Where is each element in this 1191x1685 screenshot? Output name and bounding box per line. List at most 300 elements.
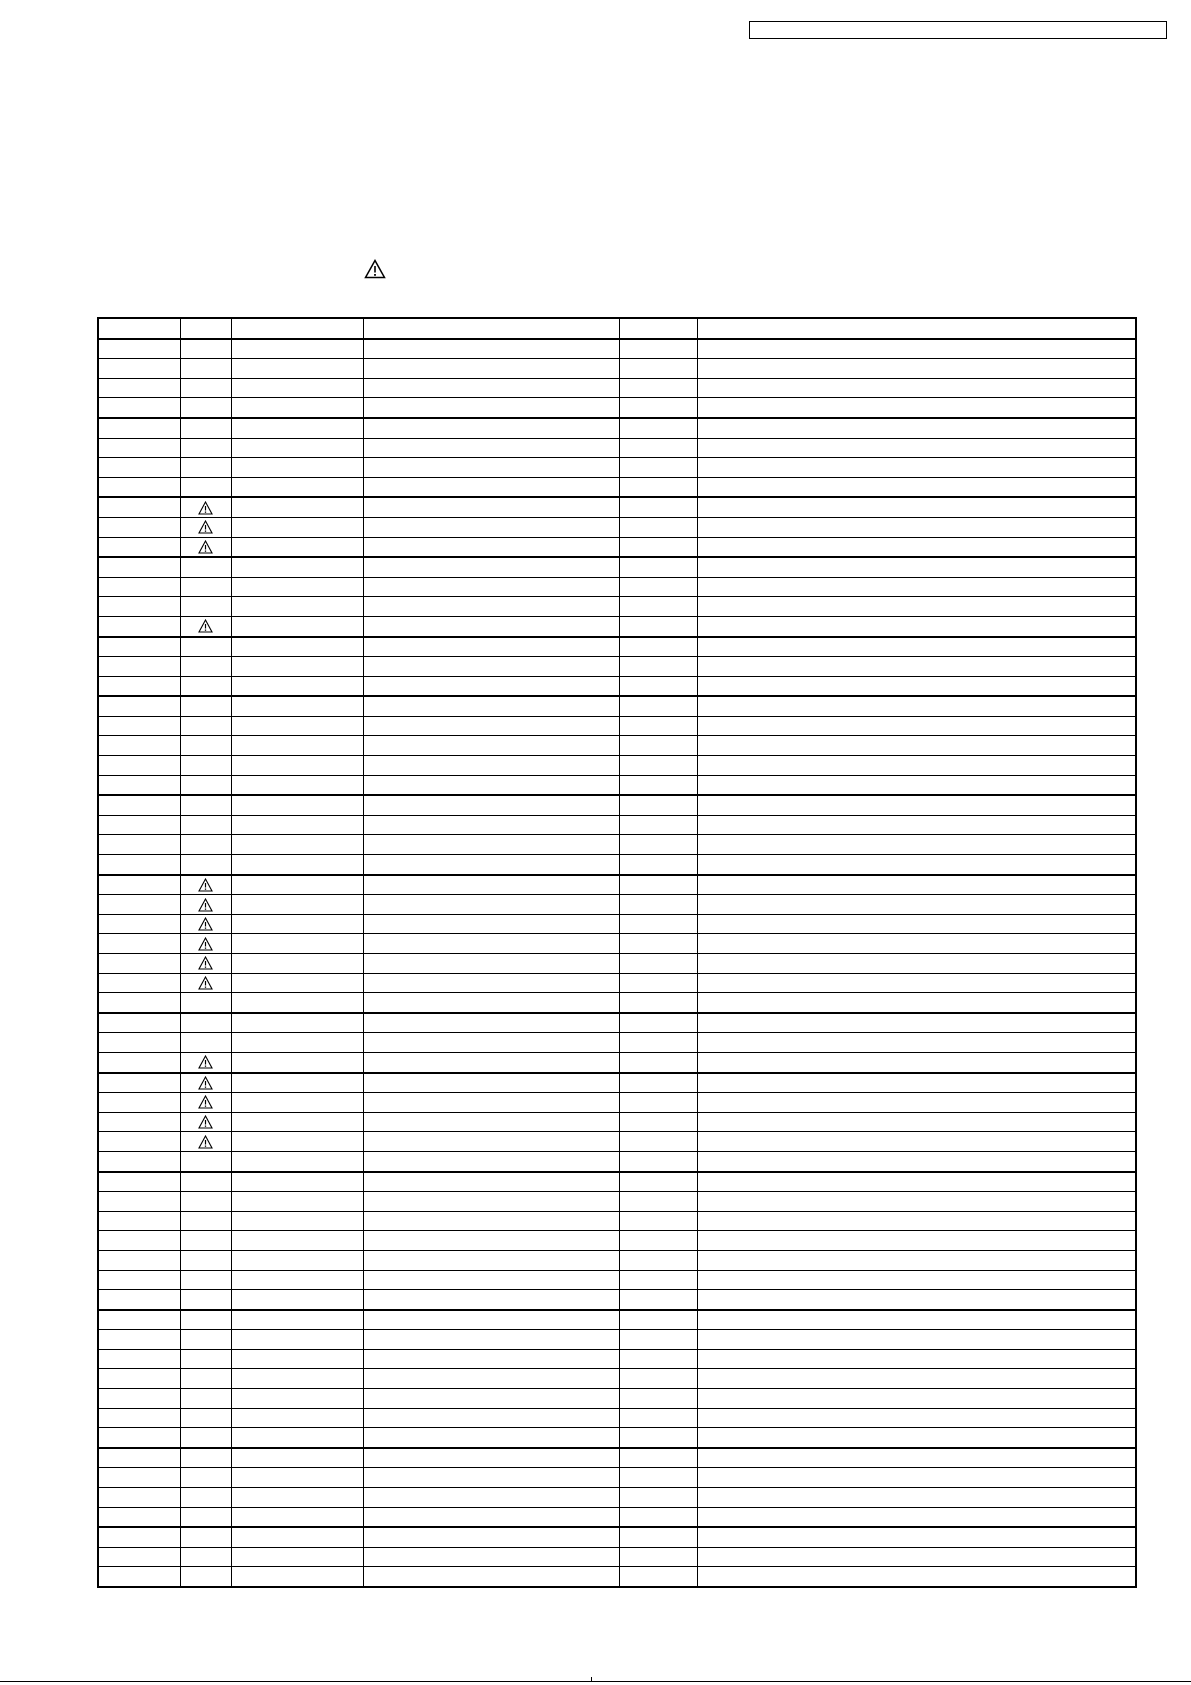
cell-ref-no [98,1468,180,1488]
cell-ref-no [98,954,180,974]
cell-qty [619,1250,697,1270]
table-row [98,1448,1136,1468]
cell-part-no [231,398,363,418]
cell-part-no [231,438,363,458]
table-row [98,993,1136,1013]
cell-part-no [231,1428,363,1448]
cell-qty [619,1132,697,1152]
cell-remarks [697,1547,1136,1567]
cell-qty [619,1567,697,1587]
cell-remarks [697,1052,1136,1072]
warning-triangle-icon [198,619,213,633]
cell-ref-no [98,378,180,398]
cell-part-no [231,1468,363,1488]
column-header-ref-no [98,318,180,339]
table-row [98,1547,1136,1567]
table-row [98,359,1136,379]
table-row [98,1310,1136,1330]
cell-safety [180,1527,231,1547]
cell-remarks [697,537,1136,557]
warning-triangle-icon [198,501,213,515]
cell-remarks [697,973,1136,993]
cell-part-name [363,716,619,736]
cell-part-name [363,1428,619,1448]
cell-part-no [231,1369,363,1389]
cell-qty [619,1073,697,1093]
cell-remarks [697,993,1136,1013]
cell-qty [619,1428,697,1448]
warning-triangle-icon [198,540,213,554]
cell-qty [619,537,697,557]
table-row [98,1073,1136,1093]
cell-ref-no [98,716,180,736]
cell-safety [180,1488,231,1508]
cell-remarks [697,557,1136,577]
cell-remarks [697,716,1136,736]
cell-ref-no [98,1349,180,1369]
warning-triangle-icon [198,976,213,990]
cell-safety [180,934,231,954]
cell-ref-no [98,1270,180,1290]
cell-part-no [231,815,363,835]
cell-ref-no [98,1250,180,1270]
cell-part-name [363,1567,619,1587]
cell-ref-no [98,1112,180,1132]
cell-ref-no [98,497,180,517]
table-row [98,339,1136,359]
cell-part-name [363,775,619,795]
table-row [98,756,1136,776]
cell-safety [180,1052,231,1072]
cell-qty [619,637,697,657]
cell-safety [180,1507,231,1527]
cell-qty [619,398,697,418]
cell-part-no [231,676,363,696]
cell-qty [619,1231,697,1251]
cell-ref-no [98,517,180,537]
cell-ref-no [98,1408,180,1428]
cell-ref-no [98,1132,180,1152]
cell-safety [180,616,231,636]
table-row [98,736,1136,756]
cell-part-name [363,1132,619,1152]
cell-qty [619,875,697,895]
table-row [98,815,1136,835]
cell-part-no [231,895,363,915]
cell-part-no [231,1093,363,1113]
cell-part-no [231,1112,363,1132]
cell-ref-no [98,1389,180,1409]
cell-part-name [363,477,619,497]
cell-qty [619,1151,697,1171]
cell-part-no [231,875,363,895]
table-row [98,1013,1136,1033]
cell-part-no [231,1330,363,1350]
cell-part-no [231,795,363,815]
cell-qty [619,497,697,517]
cell-part-name [363,1033,619,1053]
warning-triangle-icon [198,1135,213,1149]
cell-qty [619,359,697,379]
table-row [98,418,1136,438]
cell-remarks [697,1073,1136,1093]
cell-remarks [697,855,1136,875]
column-header-remarks [697,318,1136,339]
cell-part-no [231,1448,363,1468]
table-row [98,458,1136,478]
cell-ref-no [98,1231,180,1251]
cell-ref-no [98,993,180,1013]
cell-part-name [363,756,619,776]
table-row [98,1270,1136,1290]
cell-part-no [231,1567,363,1587]
table-row [98,1468,1136,1488]
cell-part-name [363,1389,619,1409]
cell-safety [180,537,231,557]
table-row [98,1151,1136,1171]
cell-part-no [231,597,363,617]
cell-part-name [363,378,619,398]
cell-remarks [697,1231,1136,1251]
cell-remarks [697,1211,1136,1231]
table-row [98,676,1136,696]
warning-triangle-icon [198,1076,213,1090]
cell-part-name [363,1192,619,1212]
warning-triangle-icon [364,259,386,279]
cell-part-no [231,736,363,756]
cell-part-name [363,1013,619,1033]
cell-safety [180,775,231,795]
cell-part-name [363,993,619,1013]
table-row [98,537,1136,557]
cell-remarks [697,1172,1136,1192]
cell-part-no [231,1151,363,1171]
warning-triangle-icon [198,1055,213,1069]
cell-safety [180,497,231,517]
cell-ref-no [98,676,180,696]
cell-safety [180,1231,231,1251]
cell-qty [619,378,697,398]
table-row [98,775,1136,795]
cell-ref-no [98,1172,180,1192]
cell-part-no [231,1132,363,1152]
cell-ref-no [98,1567,180,1587]
cell-safety [180,1330,231,1350]
cell-ref-no [98,1093,180,1113]
cell-safety [180,954,231,974]
cell-qty [619,1369,697,1389]
cell-part-name [363,1290,619,1310]
cell-ref-no [98,398,180,418]
table-row [98,1192,1136,1212]
cell-remarks [697,1013,1136,1033]
cell-safety [180,557,231,577]
cell-ref-no [98,1033,180,1053]
cell-qty [619,895,697,915]
cell-part-no [231,716,363,736]
table-row [98,1250,1136,1270]
cell-part-name [363,973,619,993]
cell-remarks [697,418,1136,438]
cell-part-name [363,696,619,716]
cell-qty [619,1211,697,1231]
cell-qty [619,616,697,636]
cell-qty [619,1270,697,1290]
cell-remarks [697,378,1136,398]
cell-ref-no [98,1428,180,1448]
cell-remarks [697,875,1136,895]
cell-qty [619,1527,697,1547]
cell-part-name [363,736,619,756]
cell-part-no [231,497,363,517]
table-row [98,657,1136,677]
cell-part-name [363,1231,619,1251]
cell-qty [619,1033,697,1053]
table-row [98,696,1136,716]
cell-qty [619,736,697,756]
cell-safety [180,577,231,597]
table-row [98,1527,1136,1547]
cell-safety [180,736,231,756]
warning-triangle-icon [198,1095,213,1109]
cell-qty [619,1112,697,1132]
cell-part-name [363,458,619,478]
cell-safety [180,716,231,736]
cell-safety [180,1172,231,1192]
table-row [98,637,1136,657]
cell-remarks [697,1567,1136,1587]
cell-ref-no [98,637,180,657]
table-row [98,1330,1136,1350]
table-row [98,597,1136,617]
cell-remarks [697,477,1136,497]
cell-ref-no [98,339,180,359]
cell-safety [180,637,231,657]
cell-safety [180,477,231,497]
cell-safety [180,1389,231,1409]
cell-part-no [231,993,363,1013]
table-row [98,954,1136,974]
cell-part-name [363,1527,619,1547]
cell-part-no [231,954,363,974]
cell-safety [180,756,231,776]
cell-remarks [697,1270,1136,1290]
cell-part-name [363,1507,619,1527]
cell-safety [180,1112,231,1132]
cell-part-name [363,1369,619,1389]
cell-remarks [697,1369,1136,1389]
cell-qty [619,1192,697,1212]
cell-part-no [231,1507,363,1527]
cell-qty [619,418,697,438]
cell-safety [180,1468,231,1488]
cell-remarks [697,398,1136,418]
warning-triangle-icon [198,956,213,970]
cell-safety [180,993,231,1013]
cell-part-name [363,418,619,438]
cell-qty [619,477,697,497]
cell-part-name [363,1310,619,1330]
table-row [98,934,1136,954]
cell-ref-no [98,657,180,677]
cell-remarks [697,1250,1136,1270]
cell-remarks [697,1428,1136,1448]
cell-part-name [363,517,619,537]
cell-ref-no [98,934,180,954]
table-row [98,716,1136,736]
cell-ref-no [98,359,180,379]
column-header-safety [180,318,231,339]
cell-part-no [231,418,363,438]
cell-remarks [697,577,1136,597]
cell-remarks [697,1468,1136,1488]
cell-ref-no [98,895,180,915]
cell-qty [619,1349,697,1369]
cell-remarks [697,1192,1136,1212]
cell-qty [619,577,697,597]
cell-part-no [231,1172,363,1192]
cell-safety [180,895,231,915]
table-row [98,1389,1136,1409]
cell-qty [619,1448,697,1468]
warning-triangle-icon [198,520,213,534]
cell-safety [180,1567,231,1587]
cell-qty [619,756,697,776]
cell-part-name [363,835,619,855]
cell-remarks [697,1151,1136,1171]
cell-part-name [363,1270,619,1290]
table-row [98,895,1136,915]
cell-qty [619,934,697,954]
table-row [98,616,1136,636]
cell-remarks [697,1408,1136,1428]
table-row [98,398,1136,418]
table-row [98,378,1136,398]
cell-part-no [231,1290,363,1310]
cell-part-no [231,934,363,954]
cell-qty [619,716,697,736]
cell-part-name [363,438,619,458]
cell-remarks [697,676,1136,696]
model-number-box [749,21,1167,39]
table-row [98,1408,1136,1428]
cell-safety [180,458,231,478]
cell-part-no [231,1192,363,1212]
cell-qty [619,1310,697,1330]
cell-part-name [363,577,619,597]
cell-part-no [231,1389,363,1409]
cell-safety [180,1310,231,1330]
table-row [98,557,1136,577]
cell-remarks [697,954,1136,974]
cell-ref-no [98,557,180,577]
cell-qty [619,1093,697,1113]
cell-ref-no [98,438,180,458]
table-row [98,1033,1136,1053]
cell-part-name [363,875,619,895]
cell-ref-no [98,1052,180,1072]
cell-part-name [363,1547,619,1567]
cell-safety [180,657,231,677]
cell-part-no [231,359,363,379]
cell-safety [180,855,231,875]
cell-part-no [231,855,363,875]
cell-part-name [363,557,619,577]
cell-remarks [697,895,1136,915]
table-row [98,1290,1136,1310]
table-row [98,795,1136,815]
cell-safety [180,1192,231,1212]
cell-safety [180,1448,231,1468]
cell-part-no [231,696,363,716]
cell-part-no [231,517,363,537]
table-row [98,1211,1136,1231]
table-row [98,1052,1136,1072]
cell-part-no [231,657,363,677]
warning-triangle-icon [198,878,213,892]
cell-qty [619,1172,697,1192]
cell-ref-no [98,1527,180,1547]
cell-part-no [231,835,363,855]
cell-ref-no [98,537,180,557]
cell-qty [619,914,697,934]
cell-part-name [363,1112,619,1132]
cell-safety [180,378,231,398]
cell-ref-no [98,1013,180,1033]
cell-safety [180,1073,231,1093]
cell-part-no [231,577,363,597]
cell-part-name [363,1330,619,1350]
cell-remarks [697,815,1136,835]
cell-part-name [363,855,619,875]
cell-ref-no [98,736,180,756]
cell-qty [619,696,697,716]
cell-qty [619,1389,697,1409]
cell-qty [619,815,697,835]
cell-qty [619,557,697,577]
table-row [98,1369,1136,1389]
cell-remarks [697,1507,1136,1527]
cell-remarks [697,1310,1136,1330]
table-row [98,1132,1136,1152]
cell-part-no [231,1310,363,1330]
cell-part-no [231,477,363,497]
cell-ref-no [98,1547,180,1567]
cell-part-name [363,339,619,359]
cell-part-name [363,597,619,617]
cell-qty [619,1408,697,1428]
cell-part-no [231,1250,363,1270]
cell-safety [180,597,231,617]
cell-part-no [231,1211,363,1231]
table-row [98,497,1136,517]
cell-remarks [697,914,1136,934]
table-row [98,973,1136,993]
cell-remarks [697,756,1136,776]
cell-part-name [363,537,619,557]
table-row [98,855,1136,875]
cell-part-no [231,1073,363,1093]
cell-ref-no [98,1073,180,1093]
cell-safety [180,1211,231,1231]
cell-remarks [697,1488,1136,1508]
cell-qty [619,1468,697,1488]
cell-remarks [697,616,1136,636]
warning-triangle-icon [198,898,213,912]
cell-safety [180,1093,231,1113]
cell-part-no [231,378,363,398]
warning-triangle-icon [198,937,213,951]
